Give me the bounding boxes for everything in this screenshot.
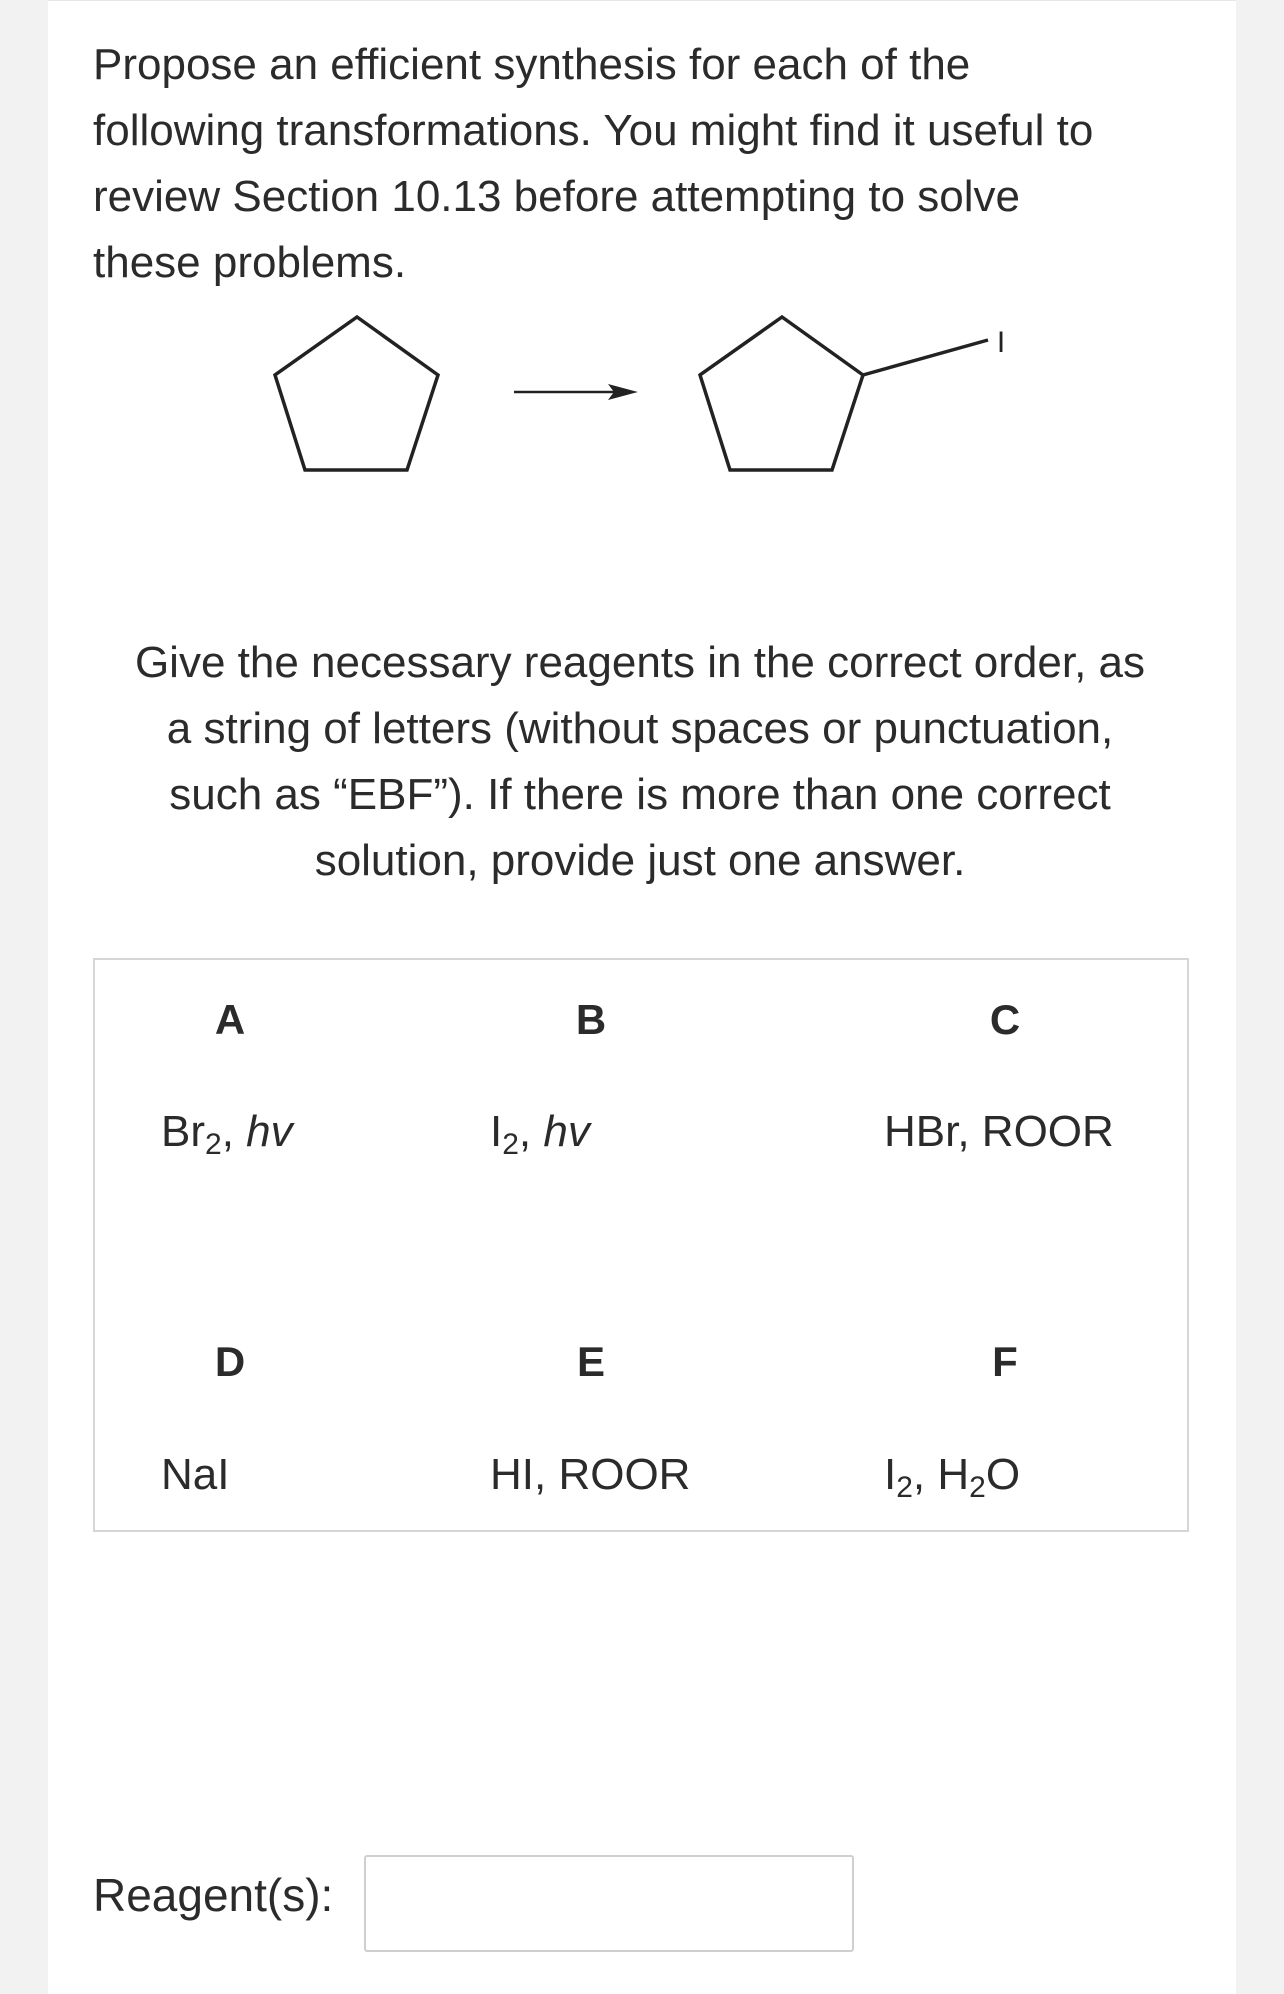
reaction-scheme	[250, 300, 1050, 500]
reagent-text: ,	[221, 1107, 247, 1156]
option-reagent-a	[161, 1107, 293, 1161]
option-letter-b: B	[575, 996, 607, 1043]
question-line: these problems.	[93, 238, 407, 287]
option-reagent-c	[884, 1107, 1114, 1157]
option-letter-f: F	[992, 1338, 1018, 1385]
question-text	[93, 32, 1203, 296]
reagent-text: I	[884, 1450, 897, 1499]
reagent-options-table	[93, 958, 1189, 1532]
reagent-text: ,	[518, 1107, 544, 1156]
reagent-text: HI, ROOR	[490, 1450, 691, 1499]
option-reagent-f	[884, 1450, 1021, 1504]
reagent-text: HBr, ROOR	[884, 1107, 1114, 1156]
reagent-text: , H	[912, 1450, 970, 1499]
reagent-text: Br	[161, 1107, 205, 1156]
option-reagent-d	[161, 1450, 229, 1500]
reagent-text: I	[490, 1107, 503, 1156]
instructions-line: a string of letters (without spaces or punctuation,	[166, 704, 1114, 753]
reagent-text: O	[985, 1450, 1021, 1499]
question-line: following transformations. You might find it useful to	[93, 106, 1094, 155]
reagents-answer-input[interactable]	[364, 1855, 854, 1952]
reagent-subscript: 2	[896, 1471, 913, 1504]
question-line: review Section 10.13 before attempting to solve	[93, 172, 1020, 221]
reaction-arrow	[514, 384, 638, 400]
instructions-line: Give the necessary reagents in the correct order, as	[134, 638, 1146, 687]
question-line: Propose an efficient synthesis for each of the	[93, 40, 971, 89]
option-reagent-e	[490, 1450, 690, 1500]
reagent-subscript: 2	[969, 1471, 986, 1504]
option-letter-e: E	[576, 1338, 605, 1385]
iodine-atom-label: I	[996, 326, 1006, 359]
reagent-italic: hv	[246, 1107, 293, 1156]
instructions-text	[60, 630, 1220, 894]
option-letter-a: A	[214, 996, 246, 1043]
option-letter-d: D	[214, 1338, 246, 1385]
reagent-subscript: 2	[205, 1128, 222, 1161]
reactant-cyclopentane	[275, 317, 438, 470]
option-reagent-b	[490, 1107, 590, 1161]
option-letter-c: C	[989, 996, 1021, 1043]
reagent-subscript: 2	[502, 1128, 519, 1161]
instructions-line: solution, provide just one answer.	[314, 836, 966, 885]
product-iodomethylcyclopentane	[700, 317, 1005, 470]
reagent-italic: hv	[543, 1107, 590, 1156]
reagent-text: NaI	[161, 1450, 230, 1499]
reagents-answer-label: Reagent(s):	[93, 1869, 334, 1921]
instructions-line: such as “EBF”). If there is more than one correct	[169, 770, 1111, 819]
